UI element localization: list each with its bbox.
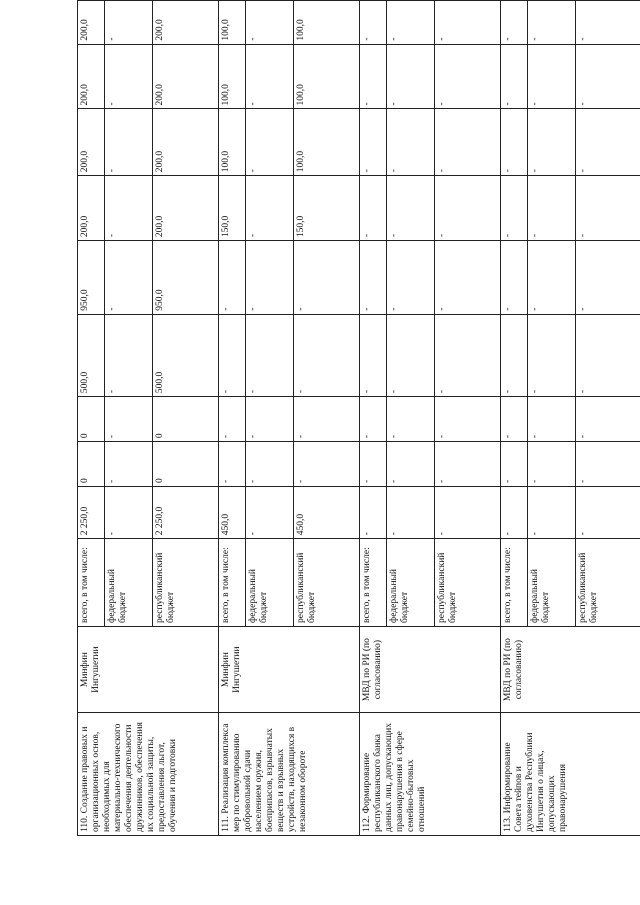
table-row [360, 1, 387, 836]
amount-cell: - [360, 442, 387, 487]
amount-cell: - [360, 487, 387, 539]
amount-cell: - [387, 397, 435, 442]
amount-cell: - [387, 176, 435, 241]
amount-cell: - [105, 44, 153, 109]
table-row [501, 1, 528, 836]
amount-cell: - [501, 397, 528, 442]
amount-cell: - [435, 487, 501, 539]
amount-cell: 100,0 [219, 44, 246, 109]
amount-cell: 200,0 [78, 109, 105, 176]
amount-cell: - [105, 241, 153, 315]
amount-cell: - [246, 44, 294, 109]
amount-cell: - [360, 314, 387, 396]
amount-cell: - [576, 397, 640, 442]
amount-cell: 100,0 [294, 1, 360, 45]
amount-cell: - [360, 109, 387, 176]
amount-cell: - [105, 487, 153, 539]
amount-cell: - [294, 397, 360, 442]
amount-cell: 200,0 [153, 109, 219, 176]
amount-cell: - [501, 314, 528, 396]
amount-cell: - [246, 487, 294, 539]
activity-cell: 112. Формирование республиканского банка данных лиц, допускающих правонарушения в сфере семейно-бытовых отношений [360, 713, 501, 836]
amount-cell: - [219, 241, 246, 315]
amount-cell: - [360, 176, 387, 241]
amount-cell: - [387, 44, 435, 109]
amount-cell: 200,0 [153, 1, 219, 45]
amount-cell: - [246, 1, 294, 45]
amount-cell: 500,0 [78, 314, 105, 396]
amount-cell: 500,0 [153, 314, 219, 396]
funding-source-cell: республиканский бюджет [153, 539, 219, 627]
amount-cell: 200,0 [78, 44, 105, 109]
funding-source-cell: федеральный бюджет [528, 539, 576, 627]
amount-cell: - [105, 176, 153, 241]
amount-cell: - [219, 442, 246, 487]
amount-cell: 200,0 [78, 176, 105, 241]
amount-cell: - [246, 109, 294, 176]
amount-cell: - [576, 1, 640, 45]
amount-cell: - [501, 241, 528, 315]
amount-cell: - [528, 44, 576, 109]
funding-source-cell: республиканский бюджет [576, 539, 640, 627]
amount-cell: - [219, 397, 246, 442]
table-row [78, 1, 105, 836]
amount-cell: - [501, 44, 528, 109]
funding-source-cell: всего, в том числе: [360, 539, 387, 627]
table-row [219, 1, 246, 836]
amount-cell: - [528, 442, 576, 487]
activity-cell: 111. Реализация комплекса мер по стимулированию добровольной сдачи населением оружия, боеприпасов, взрывчатых веществ и взрывных устройств, находящихся в незаконном обороте [219, 713, 360, 836]
amount-cell: - [294, 442, 360, 487]
amount-cell: - [387, 241, 435, 315]
amount-cell: 100,0 [219, 109, 246, 176]
amount-cell: - [294, 314, 360, 396]
amount-cell: - [528, 241, 576, 315]
amount-cell: - [528, 397, 576, 442]
amount-cell: - [387, 314, 435, 396]
activity-cell: 113. Информирование Совета тейпов и духовенства Республики Ингушетия о лицах, допускающих правонарушения [501, 713, 640, 836]
amount-cell: - [387, 487, 435, 539]
activity-cell: 110. Создание правовых и организационных основ, необходимых для материально-технического обеспечения деятельности дружинников, обеспечения их социальной защиты, предоставления льгот, обучения и подготовки [78, 713, 219, 836]
executor-cell: Минфин Ингушетии [219, 626, 360, 712]
executor-cell: МВД по РИ (по согласованию) [360, 626, 501, 712]
amount-cell: - [435, 1, 501, 45]
amount-cell: - [387, 1, 435, 45]
amount-cell: - [435, 176, 501, 241]
amount-cell: 0 [153, 442, 219, 487]
amount-cell: - [105, 109, 153, 176]
amount-cell: - [219, 314, 246, 396]
amount-cell: - [435, 442, 501, 487]
amount-cell: - [294, 241, 360, 315]
amount-cell: 150,0 [294, 176, 360, 241]
amount-cell: 950,0 [78, 241, 105, 315]
amount-cell: 450,0 [294, 487, 360, 539]
amount-cell: 0 [78, 442, 105, 487]
amount-cell: 200,0 [153, 44, 219, 109]
amount-cell: 100,0 [294, 44, 360, 109]
amount-cell: - [246, 442, 294, 487]
amount-cell: - [576, 241, 640, 315]
amount-cell: 100,0 [219, 1, 246, 45]
executor-cell: МВД по РИ (по согласованию) [501, 626, 640, 712]
amount-cell: - [528, 487, 576, 539]
amount-cell: 950,0 [153, 241, 219, 315]
funding-source-cell: федеральный бюджет [246, 539, 294, 627]
amount-cell: - [435, 241, 501, 315]
amount-cell: - [435, 44, 501, 109]
amount-cell: 100,0 [294, 109, 360, 176]
amount-cell: 200,0 [153, 176, 219, 241]
funding-source-cell: всего, в том числе: [501, 539, 528, 627]
amount-cell: - [528, 109, 576, 176]
amount-cell: - [360, 1, 387, 45]
funding-source-cell: республиканский бюджет [435, 539, 501, 627]
amount-cell: - [435, 397, 501, 442]
amount-cell: - [528, 314, 576, 396]
amount-cell: - [387, 442, 435, 487]
amount-cell: - [501, 109, 528, 176]
amount-cell: - [105, 397, 153, 442]
amount-cell: 200,0 [78, 1, 105, 45]
amount-cell: - [576, 442, 640, 487]
amount-cell: 150,0 [219, 176, 246, 241]
amount-cell: - [105, 1, 153, 45]
amount-cell: - [576, 109, 640, 176]
amount-cell: - [246, 176, 294, 241]
amount-cell: 2 250,0 [78, 487, 105, 539]
amount-cell: - [501, 176, 528, 241]
amount-cell: - [501, 442, 528, 487]
amount-cell: - [576, 314, 640, 396]
funding-source-cell: всего, в том числе: [219, 539, 246, 627]
amount-cell: - [576, 176, 640, 241]
funding-source-cell: всего, в том числе: [78, 539, 105, 627]
amount-cell: 0 [153, 397, 219, 442]
amount-cell: - [528, 176, 576, 241]
amount-cell: - [501, 487, 528, 539]
amount-cell: - [105, 442, 153, 487]
funding-source-cell: федеральный бюджет [387, 539, 435, 627]
amount-cell: - [387, 109, 435, 176]
amount-cell: - [435, 314, 501, 396]
amount-cell: - [246, 241, 294, 315]
amount-cell: - [360, 397, 387, 442]
amount-cell: - [576, 487, 640, 539]
amount-cell: - [528, 1, 576, 45]
executor-cell: Минфин Ингушетии [78, 626, 219, 712]
funding-source-cell: республиканский бюджет [294, 539, 360, 627]
amount-cell: - [246, 397, 294, 442]
amount-cell: 0 [78, 397, 105, 442]
amount-cell: - [246, 314, 294, 396]
budget-table [77, 0, 640, 836]
amount-cell: 450,0 [219, 487, 246, 539]
amount-cell: - [435, 109, 501, 176]
funding-source-cell: федеральный бюджет [105, 539, 153, 627]
amount-cell: - [360, 44, 387, 109]
amount-cell: - [576, 44, 640, 109]
amount-cell: - [360, 241, 387, 315]
amount-cell: 2 250,0 [153, 487, 219, 539]
amount-cell: - [501, 1, 528, 45]
amount-cell: - [105, 314, 153, 396]
